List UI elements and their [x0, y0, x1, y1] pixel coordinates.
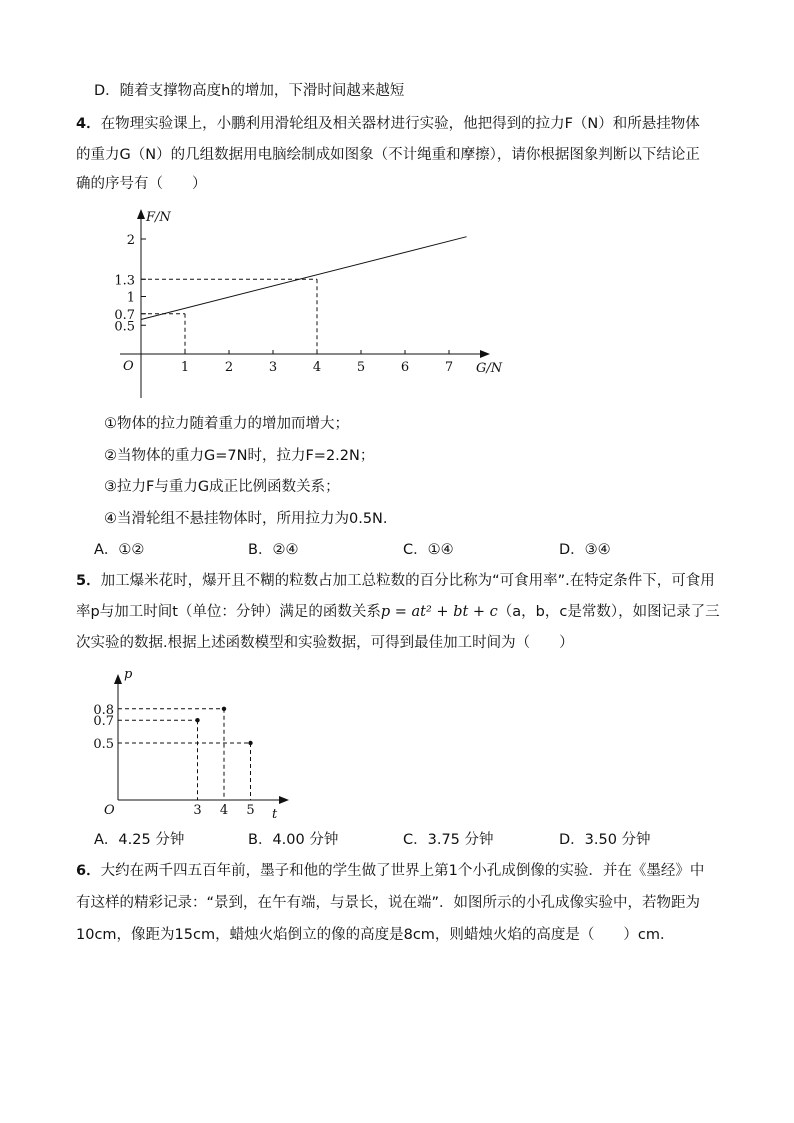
- y-tick-label: 1.3: [114, 273, 135, 289]
- q5-option-b[interactable]: B．4.00 分钟: [248, 832, 339, 848]
- y-tick-label: 1: [126, 290, 135, 306]
- q4-line2: 的重力G（N）的几组数据用电脑绘制成如图象（不计绳重和摩擦），请你根据图象判断以下结论正: [76, 147, 700, 163]
- q5-option-c[interactable]: C．3.75 分钟: [403, 832, 494, 848]
- q5-option-a[interactable]: A．4.25 分钟: [94, 832, 185, 848]
- q4-number: 4．: [76, 116, 101, 132]
- y-tick-label: 0.5: [114, 319, 135, 335]
- data-point: [195, 718, 199, 722]
- y-tick-label: 2: [126, 233, 135, 248]
- q5-formula: p = at² + bt + c: [380, 604, 498, 620]
- q6-line1: [76, 861, 704, 881]
- q3-option-d: D．随着支撑物高度h的增加，下滑时间越来越短: [94, 83, 405, 99]
- q4-option-d[interactable]: D．③④: [559, 542, 611, 558]
- q4-option-a[interactable]: A．①②: [94, 542, 145, 558]
- x-tick-label: 1: [180, 360, 190, 375]
- q5-line1: [76, 571, 715, 591]
- x-tick-label: 6: [400, 360, 410, 375]
- data-point: [222, 707, 226, 711]
- x-axis-arrow: [480, 350, 490, 358]
- q5-line3: 次实验的数据.根据上述函数模型和实验数据，可得到最佳加工时间为（ ）: [76, 635, 574, 651]
- y-tick-label: 0.7: [114, 307, 135, 323]
- q5-option-d[interactable]: D．3.50 分钟: [559, 832, 651, 848]
- x-tick-label: 3: [193, 803, 202, 818]
- x-tick-label: 4: [219, 803, 229, 818]
- y-tick-label: 0.5: [93, 737, 114, 752]
- y-axis-label: p: [124, 667, 133, 682]
- q6-line2: 有这样的精彩记录：“景到，在午有端，与景长，说在端”．如图所示的小孔成像实验中，若物距为: [76, 895, 701, 911]
- q5-line2: [76, 602, 720, 622]
- x-tick-label: 4: [312, 360, 322, 375]
- x-axis-arrow: [279, 796, 289, 804]
- q4-statement-4: ④当滑轮组不悬挂物体时，所用拉力为0.5N.: [104, 511, 388, 527]
- x-tick-label: 3: [268, 360, 278, 375]
- q6-text-1: 大约在两千四五百年前，墨子和他的学生做了世界上第1个小孔成倒像的实验．并在《墨经》中: [100, 863, 705, 879]
- q4-statement-2: ②当物体的重力G=7N时，拉力F=2.2N；: [104, 448, 375, 464]
- q5-text-2b: （a，b，c是常数），如图记录了三: [497, 604, 720, 620]
- y-axis-arrow: [114, 674, 122, 684]
- y-tick-label: 0.8: [93, 702, 114, 718]
- q4-statement-1: ①物体的拉力随着重力的增加而增大；: [104, 416, 349, 432]
- q6-number: 6．: [76, 863, 101, 879]
- q4-text-1: 在物理实验课上，小鹏利用滑轮组及相关器材进行实验，他把得到的拉力F（N）和所悬挂物体: [100, 116, 700, 132]
- x-axis-label: G/N: [476, 361, 503, 376]
- series-line: [141, 237, 467, 320]
- y-axis-arrow: [137, 209, 145, 219]
- x-tick-label: 2: [224, 360, 234, 375]
- q4-statement-3: ③拉力F与重力G成正比例函数关系；: [104, 479, 340, 495]
- q4-line1: [76, 114, 700, 134]
- q5-number: 5．: [76, 573, 101, 589]
- q5-text-1: 加工爆米花时，爆开且不糊的粒数占加工总粒数的百分比称为“可食用率”.在特定条件下，可食用: [100, 573, 715, 589]
- data-point: [248, 741, 252, 745]
- x-axis-label: t: [272, 807, 278, 822]
- x-tick-label: 5: [356, 360, 366, 375]
- q4-option-b[interactable]: B．②④: [248, 542, 299, 558]
- x-tick-label: 7: [444, 360, 454, 375]
- y-tick-label: 0.7: [93, 714, 114, 730]
- x-tick-label: 5: [246, 803, 255, 818]
- y-axis-label: F/N: [146, 210, 171, 225]
- q4-option-c[interactable]: C．①④: [403, 542, 454, 558]
- q5-text-2a: 率p与加工时间t（单位：分钟）满足的函数关系: [76, 604, 381, 620]
- q4-line3: 确的序号有（ ）: [76, 176, 207, 192]
- origin-label: O: [104, 803, 115, 818]
- origin-label: O: [123, 359, 134, 374]
- q6-line3: 10cm，像距为15cm，蜡烛火焰倒立的像的高度是8cm，则蜡烛火焰的高度是（ ）cm．: [76, 927, 675, 943]
